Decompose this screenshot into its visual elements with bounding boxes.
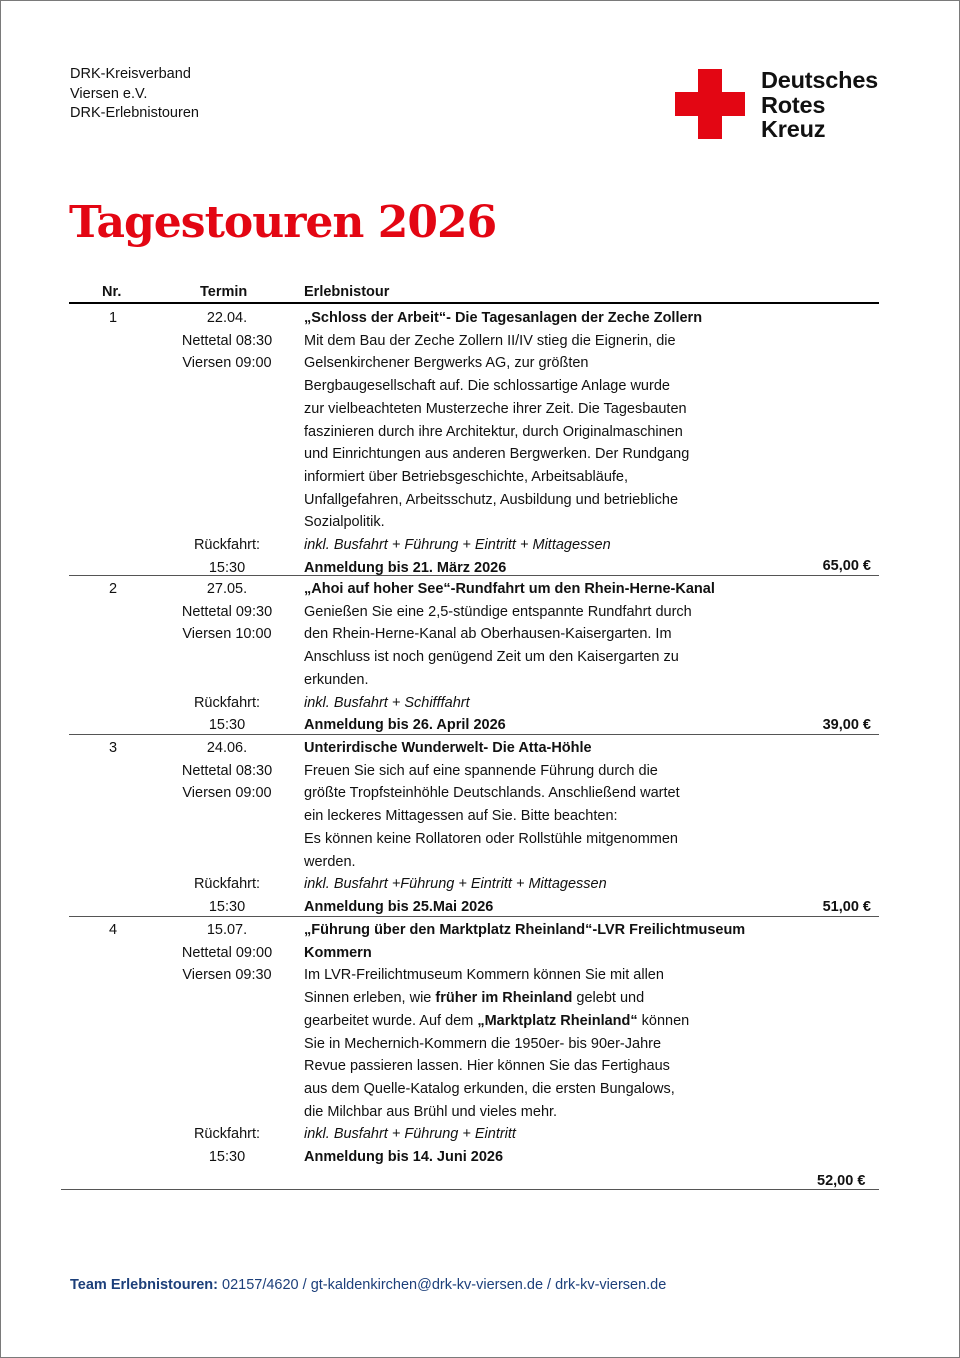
departure-viersen: Viersen 10:00 xyxy=(182,626,272,643)
desc-line: Anschluss ist noch genügend Zeit um den Kaisergarten zu xyxy=(304,649,679,666)
tour-title: Unterirdische Wunderwelt- Die Atta-Höhle xyxy=(304,740,592,756)
included-services: inkl. Busfahrt +Führung + Eintritt + Mittagessen xyxy=(304,876,607,893)
desc-line: Im LVR-Freilichtmuseum Kommern können Sie mit allen xyxy=(304,967,664,984)
desc-line: und Einrichtungen aus anderen Bergwerken. Der Rundgang xyxy=(304,446,690,463)
tour-number: 1 xyxy=(109,310,118,326)
red-cross-icon xyxy=(675,69,745,139)
desc-line: Es können keine Rollatoren oder Rollstühle mitgenommen xyxy=(304,830,678,847)
tour-date: 22.04. xyxy=(206,310,248,326)
desc-line: gearbeitet wurde. Auf dem „Marktplatz Rheinland“ können xyxy=(304,1012,690,1029)
departure-viersen: Viersen 09:00 xyxy=(182,785,272,802)
tour-description xyxy=(304,307,754,579)
desc-line: erkunden. xyxy=(304,671,369,688)
desc-line: Unfallgefahren, Arbeitsschutz, Ausbildung und betriebliche xyxy=(304,491,679,508)
return-time: 15:30 xyxy=(208,559,246,576)
return-time: 15:30 xyxy=(208,717,246,734)
highlight-text: früher im Rheinland xyxy=(435,990,573,1007)
desc-line: Bergbaugesellschaft auf. Die schlossartige Anlage wurde xyxy=(304,378,670,395)
tour-title: „Führung über den Marktplatz Rheinland“-LVR Freilichtmuseum Kommern xyxy=(304,922,746,961)
desc-line: Sinnen erleben, wie früher im Rheinland gelebt und xyxy=(304,990,645,1007)
logo-word: Deutsches xyxy=(761,67,879,93)
return-label: Rückfahrt: xyxy=(193,537,261,553)
org-line: DRK-Erlebnistouren xyxy=(70,105,199,122)
tour-title: „Schloss der Arbeit“- Die Tagesanlagen der Zeche Zollern xyxy=(304,310,703,326)
desc-line: Genießen Sie eine 2,5-stündige entspannte Rundfahrt durch xyxy=(304,603,692,620)
header-termin: Termin xyxy=(200,284,248,300)
desc-line: den Rhein-Herne-Kanal ab Oberhausen-Kaisergarten. Im xyxy=(304,626,672,643)
drk-logo xyxy=(675,69,905,141)
tour-schedule xyxy=(161,307,293,579)
organization-address xyxy=(70,65,199,124)
header-tour: Erlebnistour xyxy=(304,284,390,300)
table-row xyxy=(69,305,879,576)
tour-description xyxy=(304,919,814,1169)
footer-team-label: Team Erlebnistouren: xyxy=(70,1277,218,1293)
registration-deadline: Anmeldung bis 21. März 2026 xyxy=(304,559,507,576)
tour-schedule xyxy=(161,919,293,1169)
return-time: 15:30 xyxy=(208,1149,246,1165)
desc-line: Gelsenkirchener Bergwerks AG, zur größten xyxy=(304,355,589,372)
highlight-text: „Marktplatz Rheinland“ xyxy=(477,1012,638,1029)
tour-schedule xyxy=(161,578,293,737)
tour-price: 51,00 € xyxy=(822,899,871,915)
desc-line: größte Tropfsteinhöhle Deutschlands. Anschließend wartet xyxy=(304,785,680,802)
departure-viersen: Viersen 09:30 xyxy=(182,967,272,984)
desc-line: werden. xyxy=(304,853,356,870)
tour-price: 65,00 € xyxy=(822,558,871,574)
desc-line: faszinieren durch ihre Architektur, durch Originalmaschinen xyxy=(304,423,683,440)
included-services: inkl. Busfahrt + Führung + Eintritt + Mittagessen xyxy=(304,537,611,554)
included-services: inkl. Busfahrt + Führung + Eintritt xyxy=(304,1126,516,1143)
desc-line: die Milchbar aus Brühl und vieles mehr. xyxy=(304,1103,558,1120)
tour-date: 15.07. xyxy=(206,922,248,938)
tour-number: 2 xyxy=(109,581,118,597)
org-line: DRK-Kreisverband xyxy=(70,66,191,82)
tour-number: 3 xyxy=(109,740,118,756)
departure-nettetal: Nettetal 08:30 xyxy=(181,332,273,349)
departure-nettetal: Nettetal 08:30 xyxy=(181,762,273,779)
header-nr: Nr. xyxy=(102,284,122,300)
return-label: Rückfahrt: xyxy=(193,694,261,711)
logo-wordmark xyxy=(761,68,878,142)
departure-nettetal: Nettetal 09:30 xyxy=(181,603,273,620)
footer-contact-details: 02157/4620 / gt-kaldenkirchen@drk-kv-viersen.de / drk-kv-viersen.de xyxy=(217,1277,667,1293)
org-line: Viersen e.V. xyxy=(70,85,148,102)
registration-deadline: Anmeldung bis 14. Juni 2026 xyxy=(304,1149,504,1166)
logo-word: Rotes xyxy=(761,91,826,118)
departure-nettetal: Nettetal 09:00 xyxy=(181,944,273,961)
desc-line: Revue passieren lassen. Hier können Sie das Fertighaus xyxy=(304,1058,670,1075)
tour-description xyxy=(304,578,754,737)
tour-price: 39,00 € xyxy=(822,717,871,733)
tour-price: 52,00 € xyxy=(817,1173,866,1189)
tour-number: 4 xyxy=(109,922,118,938)
tour-schedule xyxy=(161,737,293,919)
included-services: inkl. Busfahrt + Schifffahrt xyxy=(304,694,470,711)
desc-line: informiert über Betriebsgeschichte, Arbeitsabläufe, xyxy=(304,468,629,485)
table-row xyxy=(69,576,879,735)
table-header xyxy=(69,282,879,304)
table-row xyxy=(69,917,879,1189)
desc-line: Freuen Sie sich auf eine spannende Führung durch die xyxy=(304,762,658,779)
desc-line: zur vielbeachteten Musterzeche ihrer Zeit. Die Tagesbauten xyxy=(304,400,687,417)
desc-line: Sie in Mechernich-Kommern die 1950er- bis 90er-Jahre xyxy=(304,1035,662,1052)
tour-date: 24.06. xyxy=(206,740,248,756)
table-bottom-divider xyxy=(61,1189,879,1190)
page-title: Tagestouren 2026 xyxy=(69,197,497,248)
return-label: Rückfahrt: xyxy=(193,876,261,893)
return-time: 15:30 xyxy=(208,898,246,915)
tour-description xyxy=(304,737,754,919)
desc-line: ein leckeres Mittagessen auf Sie. Bitte beachten: xyxy=(304,808,618,825)
footer-contact xyxy=(70,1277,666,1293)
logo-word: Kreuz xyxy=(761,116,826,142)
registration-deadline: Anmeldung bis 26. April 2026 xyxy=(304,717,506,734)
tour-table xyxy=(69,305,879,1189)
table-row xyxy=(69,735,879,917)
desc-line: Mit dem Bau der Zeche Zollern II/IV stieg die Eignerin, die xyxy=(304,332,676,349)
tour-date: 27.05. xyxy=(206,581,248,597)
departure-viersen: Viersen 09:00 xyxy=(182,355,272,372)
desc-line: Sozialpolitik. xyxy=(304,514,385,531)
registration-deadline: Anmeldung bis 25.Mai 2026 xyxy=(304,898,494,915)
desc-line: aus dem Quelle-Katalog erkunden, die ersten Bungalows, xyxy=(304,1080,675,1097)
tour-title: „Ahoi auf hoher See“-Rundfahrt um den Rhein-Herne-Kanal xyxy=(304,581,715,597)
return-label: Rückfahrt: xyxy=(193,1126,261,1143)
